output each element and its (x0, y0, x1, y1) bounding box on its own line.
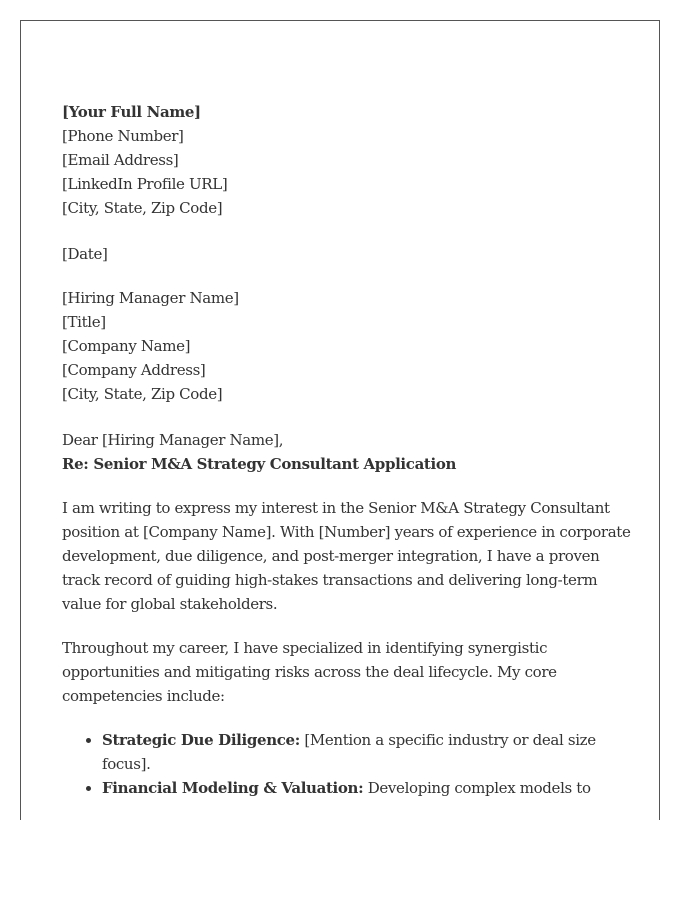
sender-block (62, 100, 632, 220)
recipient-address: [Company Address] (62, 361, 206, 379)
recipient-name: [Hiring Manager Name] (62, 289, 239, 307)
sender-linkedin: [LinkedIn Profile URL] (62, 175, 228, 193)
letter-date: [Date] (62, 245, 108, 263)
spacer (62, 616, 632, 636)
competency-text: Developing complex models to (363, 779, 591, 797)
competency-term: Financial Modeling & Valuation: (102, 779, 364, 797)
recipient-title: [Title] (62, 313, 106, 331)
sender-name: [Your Full Name] (62, 103, 201, 121)
subject-line: Re: Senior M&A Strategy Consultant Application (62, 455, 457, 473)
recipient-city-state-zip: [City, State, Zip Code] (62, 385, 223, 403)
recipient-block (62, 286, 632, 406)
spacer (62, 476, 632, 496)
document-page (20, 20, 660, 820)
cover-letter-body (62, 100, 632, 800)
list-item (102, 728, 632, 776)
body-paragraph-intro: I am writing to express my interest in the Senior M&A Strategy Consultant position at [Company Name]. With [Number] years of experience in corporate development, due diligence, and post-merger integration, I have a proven track record of guiding high-stakes transactions and delivering long-term value for global stakeholders. (62, 499, 631, 613)
competencies-list (62, 728, 632, 800)
competency-term: Strategic Due Diligence: (102, 731, 300, 749)
spacer (62, 266, 632, 286)
body-paragraph-competencies: Throughout my career, I have specialized in identifying synergistic opportunities and mitigating risks across the deal lifecycle. My core competencies include: (62, 639, 557, 705)
sender-phone: [Phone Number] (62, 127, 184, 145)
recipient-company: [Company Name] (62, 337, 191, 355)
competency-text: [Mention a specific industry or deal size focus]. (102, 731, 596, 773)
salutation: Dear [Hiring Manager Name], (62, 431, 284, 449)
spacer (62, 220, 632, 242)
sender-city-state-zip: [City, State, Zip Code] (62, 199, 223, 217)
sender-email: [Email Address] (62, 151, 179, 169)
spacer (62, 406, 632, 428)
spacer (62, 708, 632, 728)
list-item (102, 776, 632, 800)
